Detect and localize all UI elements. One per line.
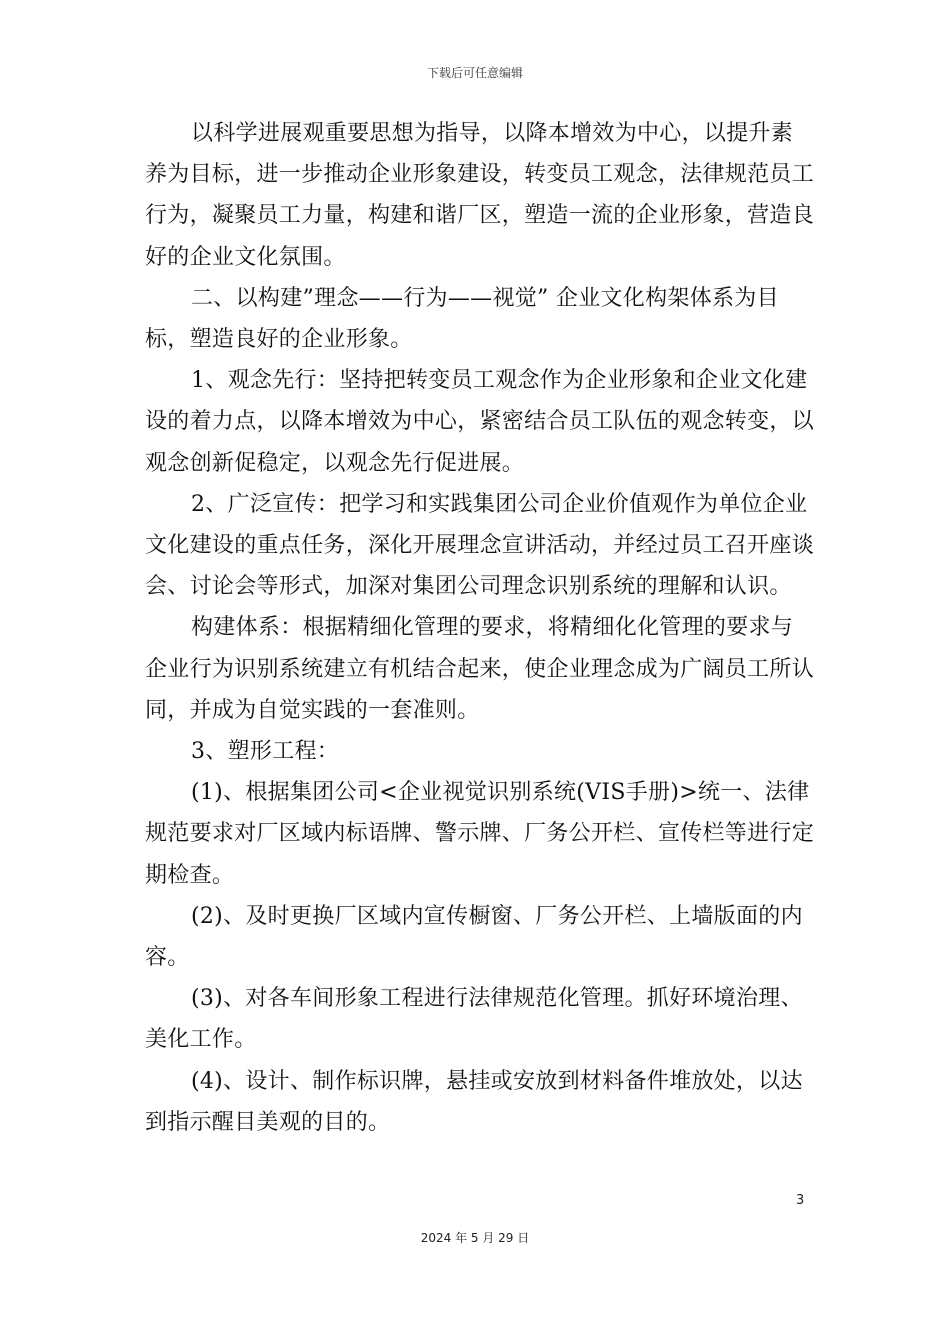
paragraph-item-1: 1、观念先行：坚持把转变员工观念作为企业形象和企业文化建设的着力点，以降本增效为中心，紧密结合员工队伍的观念转变，以观念创新促稳定，以观念先行促进展。 <box>145 368 815 476</box>
paragraph-build-system: 构建体系：根据精细化管理的要求，将精细化化管理的要求与企业行为识别系统建立有机结合起来，使企业理念成为广阔员工所认同，并成为自觉实践的一套准则。 <box>145 615 815 723</box>
paragraph-subitem-4: (4)、设计、制作标识牌，悬挂或安放到材料备件堆放处，以达到指示醒目美观的目的。 <box>145 1068 803 1135</box>
page-header: 下载后可任意编辑 <box>426 66 523 80</box>
page-number: 3 <box>796 1193 805 1208</box>
paragraph-intro: 以科学进展观重要思想为指导，以降本增效为中心，以提升素养为目标，进一步推动企业形象建设，转变员工观念，法律规范员工行为，凝聚员工力量，构建和谐厂区，塑造一流的企业形象，营造良好的企业文化氛围。 <box>145 121 815 270</box>
paragraph-subitem-2: (2)、及时更换厂区域内宣传橱窗、厂务公开栏、上墙版面的内容。 <box>145 903 803 971</box>
document-body <box>145 113 815 1143</box>
paragraph-item-3: 3、塑形工程： <box>191 739 340 765</box>
page-footer-date: 2024 年 5 月 29 日 <box>420 1231 530 1245</box>
paragraph-subitem-3: (3)、对各车间形象工程进行法律规范化管理。抓好环境治理、美化工作。 <box>145 986 803 1053</box>
paragraph-subitem-1: (1)、根据集团公司<企业视觉识别系统(VIS手册)>统一、法律规范要求对厂区域内标语牌、警示牌、厂务公开栏、宣传栏等进行定期检查。 <box>145 780 815 888</box>
paragraph-item-2: 2、广泛宣传：把学习和实践集团公司企业价值观作为单位企业文化建设的重点任务，深化开展理念宣讲活动，并经过员工召开座谈会、讨论会等形式，加深对集团公司理念识别系统的理解和认识。 <box>145 491 815 600</box>
paragraph-section-2-heading: 二、以构建”理念——行为——视觉” 企业文化构架体系为目标，塑造良好的企业形象。 <box>145 285 779 353</box>
